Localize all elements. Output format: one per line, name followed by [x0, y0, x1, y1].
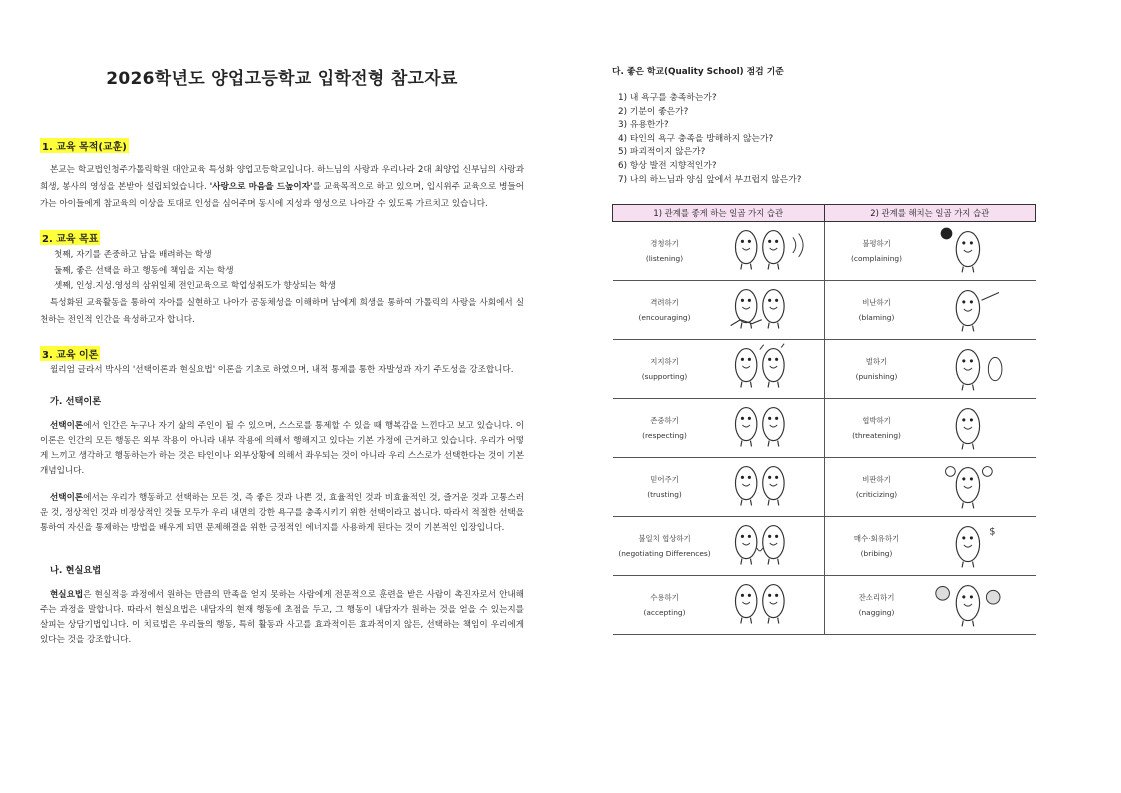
- bad-habit-cell: [824, 222, 1036, 281]
- bad-habit-illustration: [929, 577, 1036, 633]
- section-3: [40, 343, 524, 648]
- bad-habit-en: (threatening): [852, 431, 901, 440]
- bad-habit-cell: [824, 458, 1036, 517]
- right-column: [612, 64, 1038, 617]
- good-habit-cell: [613, 281, 825, 340]
- bad-habit-ko: 불평하기: [862, 239, 891, 248]
- choice-theory-p1: 선택이론에서 인간은 누구나 자기 삶의 주인이 될 수 있으며, 스스로를 통제할 수 있을 때 행복감을 느낀다고 보고 있습니다. 이 이론은 인간의 모든 행동은 외부 작용이 아니라 내부 작용에 의해서 행해지고 있다는 기본 가정에 근거하고 있습니다. 우리가 어떻게 느끼고 생각하고 행동하는가 하는 것은 타인이나 외부상황에 의해서 좌우되는 것이 아니라 우리 스스로가 선택한다는 것이 기본 개념입니다.: [40, 420, 524, 476]
- goal-item: 둘째, 좋은 선택을 하고 행동에 책임을 지는 학생: [54, 265, 234, 276]
- good-habit-cell: [613, 458, 825, 517]
- bad-habit-en: (blaming): [858, 313, 895, 322]
- good-habit-illustration: [717, 577, 824, 633]
- good-habits-header: 1) 관계를 좋게 하는 일곱 가지 습관: [613, 205, 825, 222]
- bad-habit-en: (nagging): [858, 608, 895, 617]
- bad-habit-en: (criticizing): [855, 490, 898, 499]
- choice-theory-heading: 가. 선택이론: [50, 395, 102, 407]
- good-habit-en: (negotiating Differences): [618, 549, 711, 558]
- section-1-body: 본교는 학교법인청주가톨릭학원 대안교육 특성화 양업고등학교입니다. 하느님의 사랑과 우리나라 2대 최양업 신부님의 사랑과 희생, 봉사의 영성을 본받아 설립되었습니다. '사랑으로 마음을 드높이자'를 교육목적으로 하고 있으며, 입시위주 교육으로 병들어가는 아이들에게 참교육의 이상을 토대로 인성을 심어주며 동시에 지성과 영성으로 나아갈 수 있도록 가르치고 있습니다.: [40, 165, 524, 209]
- bad-habit-cell: [824, 576, 1036, 635]
- habit-row: [613, 222, 1036, 281]
- bad-habit-ko: 매수·회유하기: [853, 534, 900, 543]
- checklist-item: 7) 나의 하느님과 양심 앞에서 부끄럽지 않은가?: [618, 174, 802, 185]
- goal-item: 셋째, 인성.지성.영성의 삼위일체 전인교육으로 학업성취도가 향상되는 학생: [54, 281, 336, 291]
- good-habit-en: (listening): [645, 254, 684, 263]
- good-habit-en: (supporting): [641, 372, 688, 381]
- habit-row: [613, 576, 1036, 635]
- habit-row: [613, 399, 1036, 458]
- good-habit-illustration: [717, 341, 824, 397]
- svg-text:$: $: [988, 526, 995, 538]
- good-habit-cell: [613, 517, 825, 576]
- good-habit-en: (respecting): [642, 431, 687, 440]
- reality-therapy-heading: 나. 현실요법: [50, 564, 102, 576]
- quality-school-heading: 다. 좋은 학교(Quality School) 점검 기준: [612, 67, 784, 77]
- reality-therapy-p1: 현실요법은 현실적응 과정에서 원하는 만큼의 만족을 얻지 못하는 사람에게 전문적으로 훈련을 받은 사람이 촉진자로서 안내해 주는 과정을 말합니다. 따라서 현실요법은 내담자의 현재 행동에 초점을 두고, 그 행동이 내담자가 원하는 것을 얻을 수 있는지를 살피는 상담기법입니다. 이 치료법은 우리들의 행동, 특히 활동과 사고를 효과적이든 효과적이지 않든, 선택하는 책임이 우리에게 있다는 것을 강조합니다.: [40, 589, 524, 645]
- bad-habit-illustration: [929, 282, 1036, 338]
- choice-theory-p2: 선택이론에서는 우리가 행동하고 선택하는 모든 것, 즉 좋은 것과 나쁜 것, 효율적인 것과 비효율적인 것, 즐거운 것과 고통스러운 것, 정상적인 것과 비정상적인 것들 모두가 우리 내면의 강한 욕구를 충족시키기 위한 선택이라고 봅니다. 따라서 적절한 선택을 통하여 자신을 통제하는 방법을 배우게 되면 문제해결을 위한 긍정적인 에너지를 사용하게 된다는 것이 기본적인 입장입니다.: [40, 492, 524, 533]
- checklist-item: 3) 유용한가?: [618, 120, 669, 131]
- bad-habit-ko: 비판하기: [862, 475, 891, 484]
- bad-habit-en: (complaining): [851, 254, 902, 263]
- bad-habit-ko: 벌하기: [865, 357, 888, 366]
- good-habit-cell: [613, 399, 825, 458]
- document-title: 2026학년도 양업고등학교 입학전형 참고자료: [106, 69, 458, 89]
- good-habit-ko: 지지하기: [650, 357, 679, 366]
- good-habit-illustration: [717, 518, 824, 574]
- good-habit-cell: [613, 222, 825, 281]
- good-habit-illustration: [717, 282, 824, 338]
- checklist-item: 6) 항상 발전 지향적인가?: [618, 160, 717, 171]
- good-habit-ko: 불일치 협상하기: [638, 534, 691, 543]
- habit-row: [613, 458, 1036, 517]
- goal-item: 첫째, 자기를 존중하고 남을 배려하는 학생: [54, 250, 212, 260]
- bad-habit-ko: 비난하기: [862, 298, 891, 307]
- good-habit-illustration: [717, 459, 824, 515]
- habit-row: [613, 340, 1036, 399]
- good-habit-ko: 수용하기: [650, 593, 679, 602]
- bad-habit-cell: [824, 517, 1036, 576]
- bad-habit-illustration: [929, 459, 1036, 515]
- left-column: [40, 58, 524, 648]
- good-habit-ko: 격려하기: [650, 298, 679, 307]
- bad-habit-en: (punishing): [855, 372, 898, 381]
- checklist-item: 2) 기분이 좋은가?: [618, 106, 689, 117]
- motto-text: '사랑으로 마음을 드높이자': [209, 182, 313, 192]
- bad-habit-ko: 협박하기: [862, 416, 891, 425]
- bad-habit-ko: 잔소리하기: [858, 593, 895, 602]
- bad-habits-header: 2) 관계를 해치는 일곱 가지 습관: [824, 205, 1036, 222]
- checklist-item: 5) 파괴적이지 않은가?: [618, 147, 706, 158]
- section-1: [40, 135, 524, 213]
- section-2-body: 특성화된 교육활동을 통하여 자아를 실현하고 나아가 공동체성을 이해하며 남에게 희생을 통하여 가톨릭의 사랑을 사회에서 실천하는 전인적 인간을 육성하고자 합니다.: [40, 297, 524, 325]
- section-1-heading: 1. 교육 목적(교훈): [40, 138, 129, 153]
- good-habit-cell: [613, 576, 825, 635]
- bad-habit-illustration: [929, 341, 1036, 397]
- bad-habit-cell: [824, 340, 1036, 399]
- checklist: [612, 92, 1038, 187]
- good-habit-illustration: [717, 223, 824, 279]
- habit-row: [613, 517, 1036, 576]
- bad-habit-cell: [824, 399, 1036, 458]
- good-habit-ko: 경청하기: [650, 239, 679, 248]
- section-3-body: 윌리엄 글라서 박사의 '선택이론과 현실요법' 이론을 기초로 하였으며, 내적 통제를 통한 자발성과 자기 주도성을 강조합니다.: [50, 364, 514, 375]
- good-habit-ko: 존중하기: [650, 416, 679, 425]
- good-habit-en: (trusting): [647, 490, 682, 499]
- good-habit-en: (encouraging): [638, 313, 691, 322]
- habits-table: [612, 204, 1036, 635]
- bad-habit-illustration: [929, 223, 1036, 279]
- good-habit-cell: [613, 340, 825, 399]
- section-3-heading: 3. 교육 이론: [40, 346, 100, 361]
- bad-habit-en: (bribing): [860, 549, 893, 558]
- bad-habit-illustration: [929, 518, 1036, 574]
- good-habit-en: (accepting): [643, 608, 686, 617]
- habit-row: [613, 281, 1036, 340]
- good-habit-ko: 믿어주기: [650, 475, 679, 484]
- bad-habit-cell: [824, 281, 1036, 340]
- good-habit-illustration: [717, 400, 824, 456]
- checklist-item: 4) 타인의 욕구 충족을 방해하지 않는가?: [618, 133, 774, 144]
- section-2-heading: 2. 교육 목표: [40, 230, 100, 245]
- bad-habit-illustration: [929, 400, 1036, 456]
- section-2: [40, 227, 524, 329]
- checklist-item: 1) 내 욕구를 충족하는가?: [618, 93, 717, 103]
